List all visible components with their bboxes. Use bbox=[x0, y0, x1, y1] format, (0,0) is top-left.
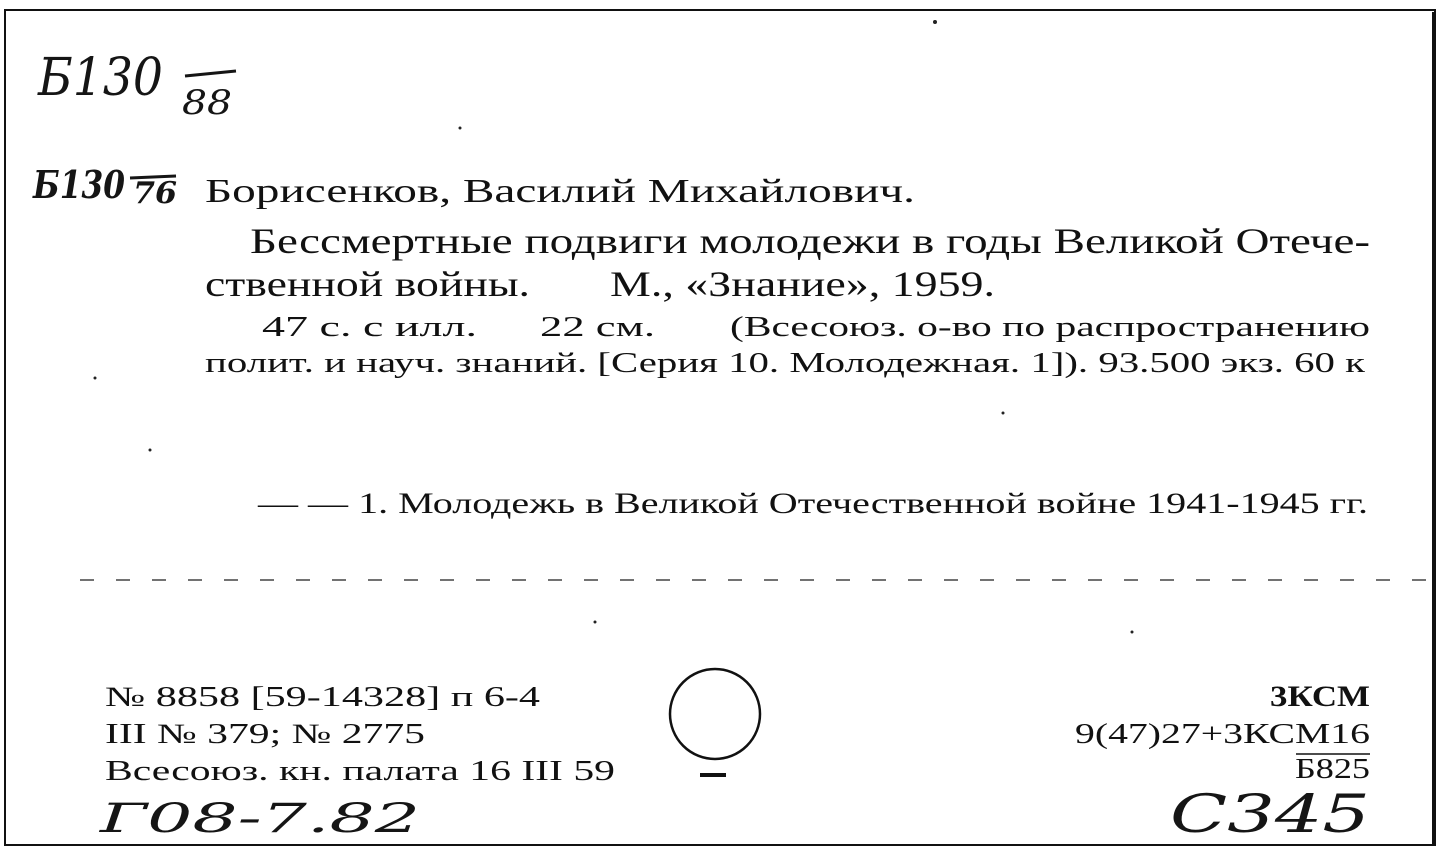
registry-line-2: III № 379; № 2775 bbox=[105, 719, 425, 750]
speck bbox=[594, 621, 597, 624]
handwritten-shelf-mark: Б130 bbox=[37, 48, 164, 108]
title-line-2: ственной войны. bbox=[205, 264, 530, 304]
collation-line-2: полит. и науч. знаний. [Серия 10. Молодежная. 1]). 93.500 экз. 60 к bbox=[205, 348, 1366, 379]
speck bbox=[149, 449, 152, 452]
handwritten-bottom-left-note: Г08-7.82 bbox=[98, 796, 420, 842]
imprint: М., «Знание», 1959. bbox=[610, 264, 995, 304]
handwritten-entry-mark-sub: 76 bbox=[133, 176, 178, 211]
speck bbox=[933, 20, 937, 24]
classification-line-1: 3КСМ bbox=[1270, 680, 1370, 713]
registry-line-1: № 8858 [59-14328] п 6-4 bbox=[105, 682, 540, 713]
speck bbox=[1002, 412, 1005, 415]
collation-series-start: (Всесоюз. о-во по распространению bbox=[730, 312, 1370, 343]
handwritten-bottom-right-note: С345 bbox=[1170, 785, 1370, 845]
subject-heading: — — 1. Молодежь в Великой Отечественной войне 1941-1945 гг. bbox=[256, 487, 1368, 520]
registry-line-3: Всесоюз. кн. палата 16 III 59 bbox=[105, 756, 615, 787]
handwritten-entry-mark: Б130 bbox=[32, 162, 126, 207]
collation-size: 22 см. bbox=[540, 312, 655, 343]
author-heading: Борисенков, Василий Михайлович. bbox=[205, 173, 915, 210]
title-line-1: Бессмертные подвиги молодежи в годы Великой Отече- bbox=[250, 221, 1370, 261]
speck bbox=[1131, 631, 1134, 634]
classification-line-2: 9(47)27+3КСМ16 bbox=[1075, 719, 1370, 750]
speck bbox=[459, 127, 462, 130]
handwritten-shelf-mark-sub: 88 bbox=[182, 83, 232, 123]
speck bbox=[94, 377, 97, 380]
classification-line-3: Б825 bbox=[1295, 754, 1370, 785]
collation-pages: 47 с. с илл. bbox=[262, 312, 477, 343]
